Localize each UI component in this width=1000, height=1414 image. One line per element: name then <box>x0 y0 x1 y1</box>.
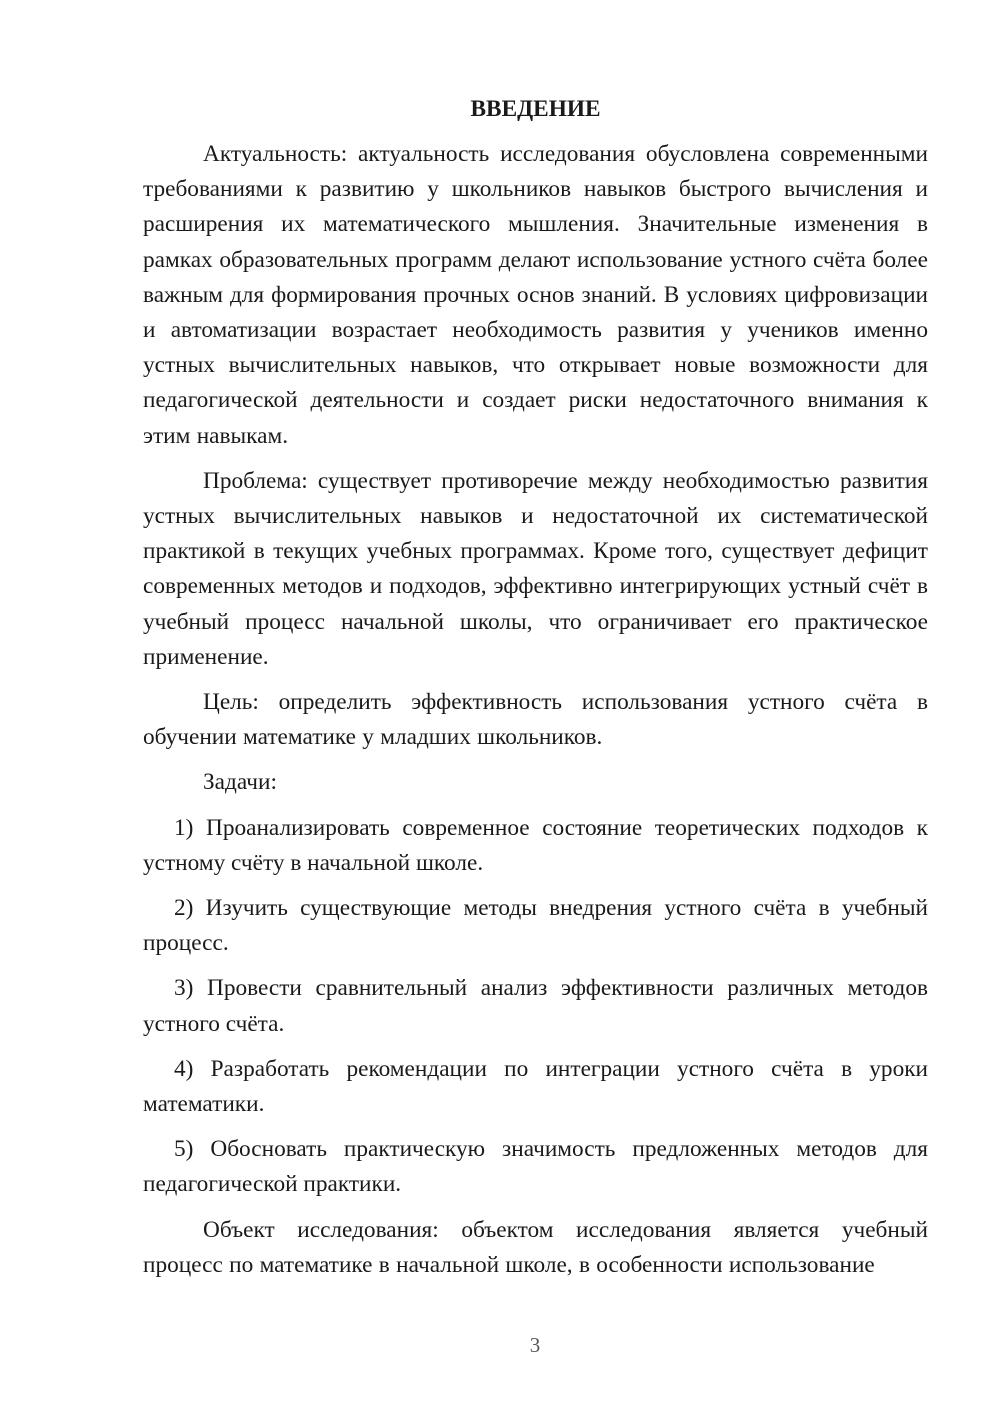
tasks-label: Задачи: <box>203 769 277 796</box>
task-item-3: 3) Провести сравнительный анализ эффективности различных методов устного счёта. <box>143 975 928 1037</box>
object-paragraph: Объект исследования: объектом исследования является учебный процесс по математике в начальной школе, в особенности использование <box>143 1216 928 1278</box>
page-number: 3 <box>529 1333 541 1357</box>
task-item-4: 4) Разработать рекомендации по интеграции устного счёта в уроки математики. <box>143 1055 928 1118</box>
relevance-paragraph: Актуальность: актуальность исследования обусловлена современными требованиями к развитию у школьников навыков быстрого вычисления и расширения их математического мышления. Значительные изменения в рамках образовательных программ делают использование устного счёта более важным для формирования прочных основ знаний. В условиях цифровизации и автоматизации возрастает необходимость развития у учеников именно устных вычислительных навыков, что открывает новые возможности для педагогической деятельности и создает риски недостаточного внимания к этим навыкам. <box>143 141 928 449</box>
page-content <box>143 92 928 1293</box>
task-item-2: 2) Изучить существующие методы внедрения устного счёта в учебный процесс. <box>143 895 928 957</box>
problem-paragraph: Проблема: существует противоречие между необходимостью развития устных вычислительных навыков и недостаточной их систематической практикой в текущих учебных программах. Кроме того, существует дефицит современных методов и подходов, эффективно интегрирующих устный счёт в учебный процесс начальной школы, что ограничивает его практическое применение. <box>143 467 928 670</box>
goal-paragraph: Цель: определить эффективность использования устного счёта в обучении математике у младших школьников. <box>143 689 928 751</box>
task-item-1: 1) Проанализировать современное состояние теоретических подходов к устному счёту в начальной школе. <box>143 814 928 876</box>
task-item-5: 5) Обосновать практическую значимость предложенных методов для педагогической практики. <box>143 1136 928 1198</box>
section-heading: ВВЕДЕНИЕ <box>470 96 601 122</box>
